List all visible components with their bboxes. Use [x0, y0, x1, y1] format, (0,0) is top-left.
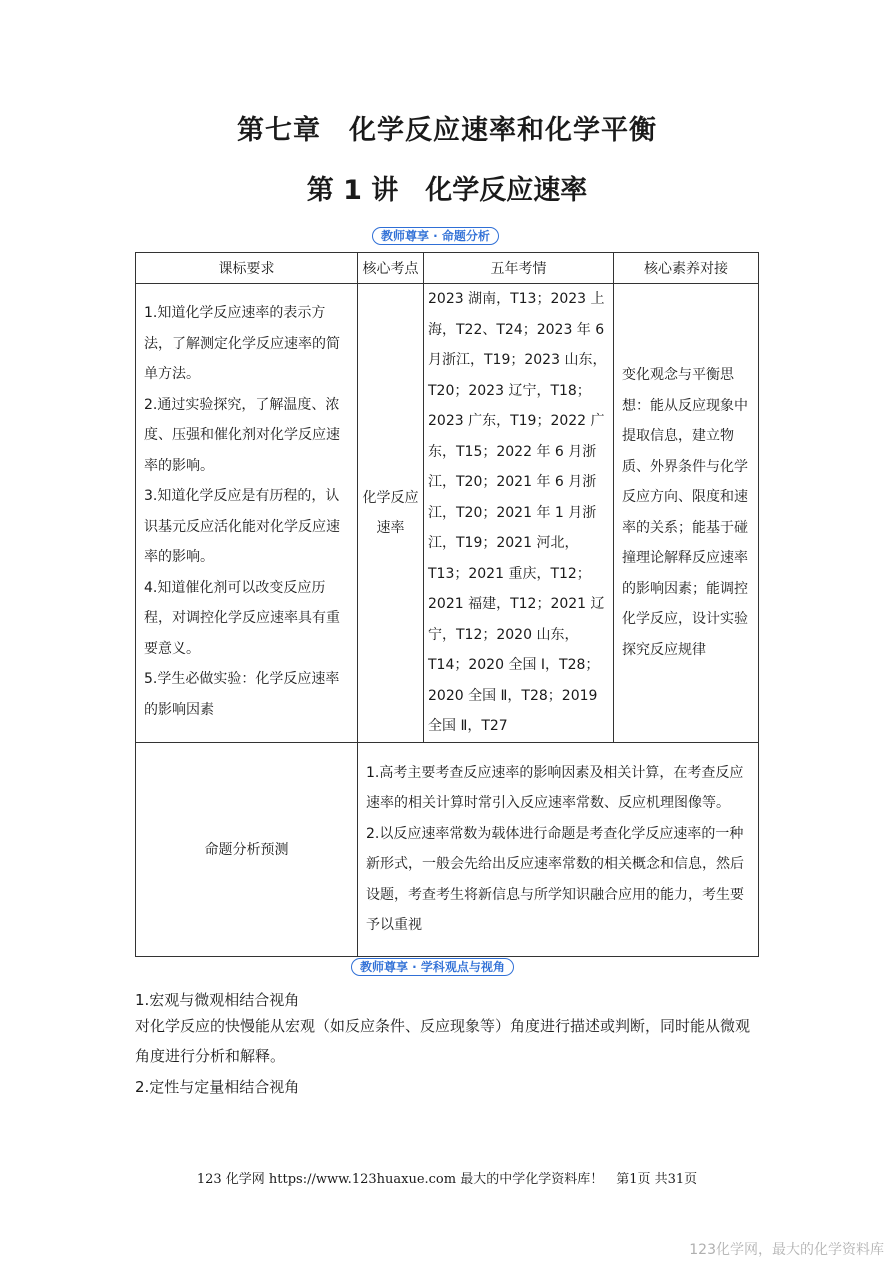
- standard-item: 4.知道催化剂可以改变反应历程，对调控化学反应速率具有重要意义。: [144, 579, 340, 657]
- header-exam-history: 五年考情: [424, 253, 614, 284]
- page-footer: 123 化学网 https://www.123huaxue.com 最大的中学化学资料库！ 第1页 共31页: [196, 1172, 698, 1187]
- standard-item: 1.知道化学反应速率的表示方法，了解测定化学反应速率的简单方法。: [144, 305, 340, 382]
- table-header-row: [136, 253, 759, 284]
- table-row: [136, 284, 759, 743]
- header-literacy: 核心素养对接: [614, 253, 759, 284]
- core-point-cell: 化学反应速率: [358, 284, 424, 743]
- prediction-label: 命题分析预测: [136, 742, 358, 956]
- watermark: 123化学网，最大的化学资料库: [689, 1242, 884, 1258]
- prediction-cell: [358, 742, 759, 956]
- header-core-point: 核心考点: [358, 253, 424, 284]
- section-heading: 2.定性与定量相结合视角: [135, 1078, 300, 1096]
- literacy-cell: 变化观念与平衡思想：能从反应现象中提取信息，建立物质、外界条件与化学反应方向、限度和速率的关系；能基于碰撞理论解释反应速率的影响因素；能调控化学反应，设计实验探究反应规律: [614, 284, 759, 743]
- standard-item: 5.学生必做实验：化学反应速率的影响因素: [144, 671, 340, 718]
- section-heading: 1.宏观与微观相结合视角: [135, 991, 300, 1009]
- prediction-item: 1.高考主要考查反应速率的影响因素及相关计算，在考查反应速率的相关计算时常引入反应速率常数、反应机理图像等。: [366, 764, 744, 811]
- teacher-badge-analysis: 教师尊享 · 命题分析: [372, 227, 499, 245]
- lesson-title: 第 1 讲 化学反应速率: [306, 175, 588, 206]
- standard-item: 3.知道化学反应是有历程的，认识基元反应活化能对化学反应速率的影响。: [144, 488, 340, 565]
- teacher-badge-perspective: 教师尊享 · 学科观点与视角: [351, 958, 514, 976]
- standard-item: 2.通过实验探究，了解温度、浓度、压强和催化剂对化学反应速率的影响。: [144, 396, 340, 474]
- chapter-title: 第七章 化学反应速率和化学平衡: [237, 115, 657, 146]
- table-row: [136, 742, 759, 956]
- prediction-item: 2.以反应速率常数为载体进行命题是考查化学反应速率的一种新形式，一般会先给出反应速率常数的相关概念和信息，然后设题，考查考生将新信息与所学知识融合应用的能力，考生要予以重视: [366, 825, 744, 933]
- header-standards: 课标要求: [136, 253, 358, 284]
- standards-cell: [136, 284, 358, 743]
- exam-history-cell: 2023 湖南，T13；2023 上海，T22、T24；2023 年 6 月浙江，T19；2023 山东，T20；2023 辽宁，T18；2023 广东，T19；2022 广东，T15；2022 年 6 月浙江，T20；2021 年 6 月浙江，T20；2021 年 1 月浙江，T19；2021 河北，T13；2021 重庆，T12；2021 福建，T12；2021 辽宁，T12；2020 山东，T14；2020 全国 Ⅰ，T28；2020 全国 Ⅱ，T28；2019 全国 Ⅱ，T27: [424, 284, 614, 743]
- curriculum-table: [135, 252, 759, 957]
- section-paragraph: 对化学反应的快慢能从宏观（如反应条件、反应现象等）角度进行描述或判断，同时能从微观角度进行分析和解释。: [135, 1017, 751, 1065]
